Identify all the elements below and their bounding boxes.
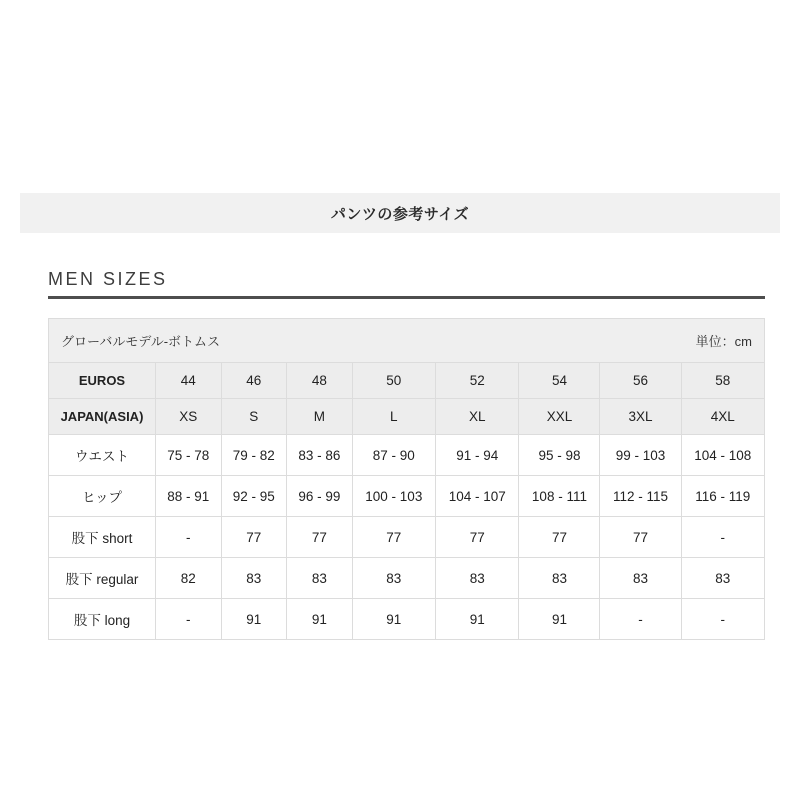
- size-cell: 77: [352, 517, 435, 558]
- row-label: JAPAN(ASIA): [49, 399, 156, 435]
- size-cell: L: [352, 399, 435, 435]
- size-cell: 77: [519, 517, 600, 558]
- size-cell: -: [600, 599, 681, 640]
- table-caption-unit: 単位：cm: [695, 334, 752, 349]
- size-cell: 4XL: [681, 399, 765, 435]
- size-cell: M: [287, 399, 353, 435]
- table-row: [49, 363, 765, 399]
- row-label: EUROS: [49, 363, 156, 399]
- size-cell: 54: [519, 363, 600, 399]
- size-cell: 82: [156, 558, 222, 599]
- row-label: ヒップ: [49, 476, 156, 517]
- row-label: ウエスト: [49, 435, 156, 476]
- size-cell: 46: [221, 363, 287, 399]
- table-caption-model: グローバルモデル-ボトムス: [61, 334, 221, 349]
- size-cell: 83: [221, 558, 287, 599]
- men-sizes-heading: MEN SIZES: [48, 269, 765, 299]
- size-cell: 100 - 103: [352, 476, 435, 517]
- size-cell: 3XL: [600, 399, 681, 435]
- size-cell: 79 - 82: [221, 435, 287, 476]
- size-cell: 104 - 107: [436, 476, 519, 517]
- size-chart-table: [48, 318, 765, 640]
- size-cell: 77: [221, 517, 287, 558]
- size-cell: XL: [436, 399, 519, 435]
- size-cell: 91: [352, 599, 435, 640]
- size-cell: S: [221, 399, 287, 435]
- size-cell: 88 - 91: [156, 476, 222, 517]
- size-cell: 83 - 86: [287, 435, 353, 476]
- table-row: [49, 399, 765, 435]
- size-cell: 104 - 108: [681, 435, 765, 476]
- size-cell: 91: [287, 599, 353, 640]
- size-cell: 91: [519, 599, 600, 640]
- size-cell: 77: [600, 517, 681, 558]
- size-cell: 52: [436, 363, 519, 399]
- size-cell: -: [681, 517, 765, 558]
- table-row: [49, 435, 765, 476]
- size-reference-banner: [20, 193, 780, 233]
- size-cell: 48: [287, 363, 353, 399]
- size-cell: 92 - 95: [221, 476, 287, 517]
- size-cell: 112 - 115: [600, 476, 681, 517]
- size-cell: -: [681, 599, 765, 640]
- size-cell: 75 - 78: [156, 435, 222, 476]
- size-chart-body: [49, 319, 765, 640]
- table-row: [49, 599, 765, 640]
- size-cell: 44: [156, 363, 222, 399]
- size-cell: 91 - 94: [436, 435, 519, 476]
- size-cell: 91: [221, 599, 287, 640]
- row-label: 股下 regular: [49, 558, 156, 599]
- size-cell: 91: [436, 599, 519, 640]
- size-cell: 96 - 99: [287, 476, 353, 517]
- size-cell: 83: [519, 558, 600, 599]
- row-label: 股下 short: [49, 517, 156, 558]
- size-cell: 83: [352, 558, 435, 599]
- table-row: [49, 476, 765, 517]
- size-cell: 83: [600, 558, 681, 599]
- size-cell: 108 - 111: [519, 476, 600, 517]
- table-row: [49, 558, 765, 599]
- banner-title: パンツの参考サイズ: [330, 205, 470, 223]
- size-cell: 87 - 90: [352, 435, 435, 476]
- size-cell: XXL: [519, 399, 600, 435]
- size-cell: -: [156, 599, 222, 640]
- size-cell: XS: [156, 399, 222, 435]
- size-cell: 56: [600, 363, 681, 399]
- men-sizes-section: [48, 269, 765, 640]
- table-row: [49, 517, 765, 558]
- size-cell: 83: [436, 558, 519, 599]
- size-cell: 83: [287, 558, 353, 599]
- row-label: 股下 long: [49, 599, 156, 640]
- size-cell: 116 - 119: [681, 476, 765, 517]
- table-caption-cell: [49, 319, 765, 363]
- size-cell: 50: [352, 363, 435, 399]
- size-cell: 77: [436, 517, 519, 558]
- size-cell: -: [156, 517, 222, 558]
- size-cell: 58: [681, 363, 765, 399]
- table-caption-row: [49, 319, 765, 363]
- size-cell: 95 - 98: [519, 435, 600, 476]
- size-cell: 83: [681, 558, 765, 599]
- size-cell: 99 - 103: [600, 435, 681, 476]
- size-cell: 77: [287, 517, 353, 558]
